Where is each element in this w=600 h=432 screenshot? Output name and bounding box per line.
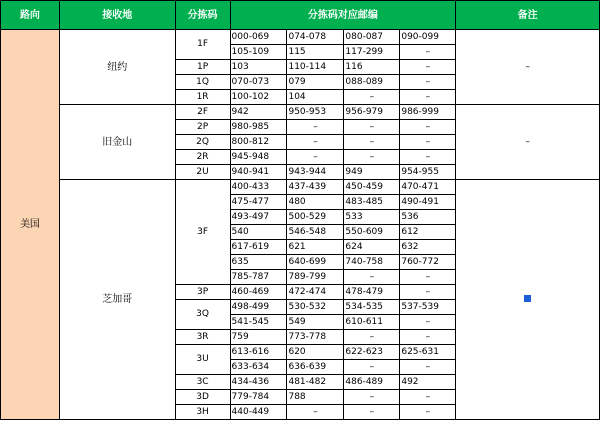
zip-cell[interactable]: 788 [287,390,344,405]
zip-cell[interactable]: 624 [344,240,400,255]
zip-cell[interactable]: – [400,135,456,150]
zip-cell[interactable]: 954-955 [400,165,456,180]
sort-code-cell[interactable]: 2F [175,105,230,120]
zip-cell[interactable]: – [400,390,456,405]
zip-cell[interactable]: 498-499 [230,300,287,315]
sort-code-cell[interactable]: 3Q [175,300,230,330]
sort-code-cell[interactable]: 3U [175,345,230,375]
zip-cell[interactable]: 617-619 [230,240,287,255]
zip-cell[interactable]: 437-439 [287,180,344,195]
zip-cell[interactable]: 483-485 [344,195,400,210]
zip-cell[interactable]: 116 [344,60,400,75]
zip-cell[interactable]: 534-535 [344,300,400,315]
zip-cell[interactable]: – [400,90,456,105]
remark-cell[interactable]: – [456,105,600,180]
sort-code-cell[interactable]: 1R [175,90,230,105]
zip-cell[interactable]: – [400,360,456,375]
zip-cell[interactable]: – [400,285,456,300]
zip-cell[interactable]: 550-609 [344,225,400,240]
zip-cell[interactable]: 612 [400,225,456,240]
zip-cell[interactable]: 779-784 [230,390,287,405]
zip-cell[interactable]: 480 [287,195,344,210]
header-zip-codes[interactable]: 分拣码对应邮编 [230,1,456,30]
zip-cell[interactable]: 986-999 [400,105,456,120]
zip-cell[interactable]: – [344,90,400,105]
zip-cell[interactable]: 080-087 [344,30,400,45]
selection-handle-icon[interactable] [524,295,531,302]
zip-cell[interactable]: 110-114 [287,60,344,75]
zip-cell[interactable]: 117-299 [344,45,400,60]
zip-cell[interactable]: – [344,405,400,420]
zip-cell[interactable]: 000-069 [230,30,287,45]
sort-code-cell[interactable]: 2Q [175,135,230,150]
zip-cell[interactable]: 536 [400,210,456,225]
sort-code-cell[interactable]: 2U [175,165,230,180]
zip-cell[interactable]: 115 [287,45,344,60]
zip-cell[interactable]: 100-102 [230,90,287,105]
zip-cell[interactable]: – [400,60,456,75]
zip-cell[interactable]: 105-109 [230,45,287,60]
zip-cell[interactable]: 621 [287,240,344,255]
zip-cell[interactable]: 481-482 [287,375,344,390]
zip-cell[interactable]: 088-089 [344,75,400,90]
zip-cell[interactable]: 620 [287,345,344,360]
sort-code-cell[interactable]: 3F [175,180,230,285]
zip-cell[interactable]: 760-772 [400,255,456,270]
zip-cell[interactable]: 950-953 [287,105,344,120]
city-cell[interactable]: 旧金山 [59,105,175,180]
zip-cell[interactable]: 530-532 [287,300,344,315]
sort-code-cell[interactable]: 1F [175,30,230,60]
zip-cell[interactable]: – [400,150,456,165]
zip-cell[interactable]: 636-639 [287,360,344,375]
sort-code-cell[interactable]: 2R [175,150,230,165]
zip-cell[interactable]: 490-491 [400,195,456,210]
zip-cell[interactable]: – [400,270,456,285]
zip-cell[interactable]: 640-699 [287,255,344,270]
header-remarks[interactable]: 备注 [456,1,600,30]
zip-cell[interactable]: 635 [230,255,287,270]
sort-code-cell[interactable]: 3P [175,285,230,300]
table-body [1,30,600,420]
zip-cell[interactable]: 440-449 [230,405,287,420]
zip-cell[interactable]: 940-941 [230,165,287,180]
zip-cell[interactable]: 478-479 [344,285,400,300]
zip-cell[interactable]: 956-979 [344,105,400,120]
zip-cell[interactable]: 541-545 [230,315,287,330]
zip-cell[interactable]: – [344,390,400,405]
zip-cell[interactable]: 486-489 [344,375,400,390]
zip-cell[interactable]: – [287,405,344,420]
zip-cell[interactable]: 613-616 [230,345,287,360]
zip-cell[interactable]: 632 [400,240,456,255]
zip-cell[interactable]: – [344,135,400,150]
zip-cell[interactable]: – [400,45,456,60]
zip-cell[interactable]: 980-985 [230,120,287,135]
zip-cell[interactable]: 070-073 [230,75,287,90]
zip-cell[interactable]: 450-459 [344,180,400,195]
zip-cell[interactable]: – [344,150,400,165]
zip-cell[interactable]: – [344,360,400,375]
zip-cell[interactable]: 633-634 [230,360,287,375]
sort-code-cell[interactable]: 1Q [175,75,230,90]
sort-code-cell[interactable]: 3H [175,405,230,420]
zip-cell[interactable]: 537-539 [400,300,456,315]
zip-cell[interactable]: 400-433 [230,180,287,195]
zip-cell[interactable]: 079 [287,75,344,90]
zip-cell[interactable]: – [287,120,344,135]
zip-cell[interactable]: 074-078 [287,30,344,45]
zip-cell[interactable]: 500-529 [287,210,344,225]
zip-cell[interactable]: 943-944 [287,165,344,180]
zip-cell[interactable]: 434-436 [230,375,287,390]
zip-cell[interactable]: 773-778 [287,330,344,345]
zip-cell[interactable]: 789-799 [287,270,344,285]
table-row [1,30,600,45]
sort-code-cell[interactable]: 1P [175,60,230,75]
zip-cell[interactable]: 492 [400,375,456,390]
zip-cell[interactable]: 785-787 [230,270,287,285]
zip-cell[interactable]: – [400,120,456,135]
zip-cell[interactable]: 949 [344,165,400,180]
zip-cell[interactable]: 475-477 [230,195,287,210]
zip-cell[interactable]: 493-497 [230,210,287,225]
zip-cell[interactable]: 625-631 [400,345,456,360]
sort-code-cell[interactable]: 3D [175,390,230,405]
zip-cell[interactable]: – [400,330,456,345]
zip-cell[interactable]: – [287,150,344,165]
zip-cell[interactable]: – [344,120,400,135]
remark-cell[interactable] [456,180,600,420]
sort-code-cell[interactable]: 2P [175,120,230,135]
zip-cell[interactable]: 460-469 [230,285,287,300]
route-cell[interactable]: 美国 [1,30,60,420]
table-row [1,105,600,120]
header-receiver[interactable]: 接收地 [59,1,175,30]
zip-cell[interactable]: 472-474 [287,285,344,300]
table-row [1,180,600,195]
zip-cell[interactable]: 549 [287,315,344,330]
remark-cell[interactable]: – [456,30,600,105]
city-cell[interactable]: 纽约 [59,30,175,105]
zip-cell[interactable]: 533 [344,210,400,225]
header-sort-code[interactable]: 分拣码 [175,1,230,30]
city-cell[interactable]: 芝加哥 [59,180,175,420]
sort-code-cell[interactable]: 3R [175,330,230,345]
zip-cell[interactable]: – [400,315,456,330]
zip-cell[interactable]: 546-548 [287,225,344,240]
header-row [1,1,600,30]
zip-cell[interactable]: 470-471 [400,180,456,195]
zip-cell[interactable]: 942 [230,105,287,120]
zip-cell[interactable]: 103 [230,60,287,75]
zip-cell[interactable]: 945-948 [230,150,287,165]
sort-code-cell[interactable]: 3C [175,375,230,390]
zip-cell[interactable]: 610-611 [344,315,400,330]
zip-cell[interactable]: – [287,135,344,150]
zip-cell[interactable]: 759 [230,330,287,345]
zip-cell[interactable]: 090-099 [400,30,456,45]
zip-cell[interactable]: – [400,75,456,90]
zip-cell[interactable]: 740-758 [344,255,400,270]
zip-cell[interactable]: 800-812 [230,135,287,150]
zip-cell[interactable]: 622-623 [344,345,400,360]
zip-cell[interactable]: – [344,270,400,285]
zip-cell[interactable]: – [344,330,400,345]
zip-cell[interactable]: – [400,405,456,420]
zip-cell[interactable]: 104 [287,90,344,105]
header-route[interactable]: 路向 [1,1,60,30]
zip-cell[interactable]: 540 [230,225,287,240]
